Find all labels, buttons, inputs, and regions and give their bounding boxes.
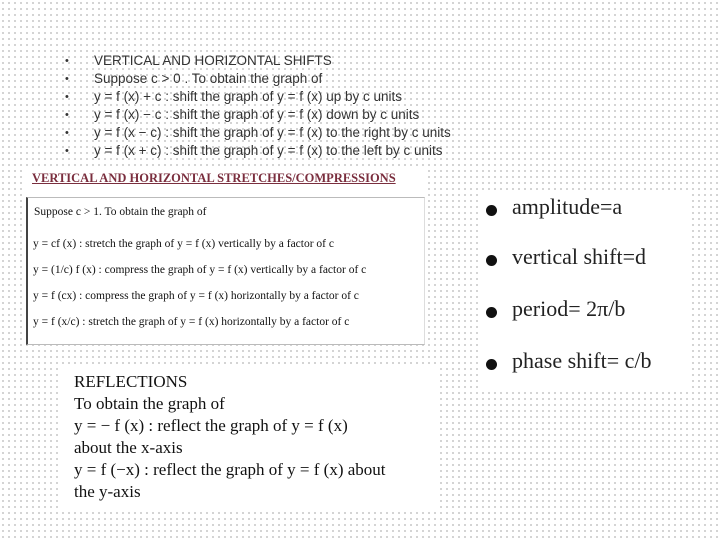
stretch-vertical-rule: y = cf (x) : stretch the graph of y = f (x) vertically by a factor of c: [33, 238, 334, 250]
bullet-dot: [486, 255, 497, 266]
list-item: [48, 124, 498, 142]
stretches-title: VERTICAL AND HORIZONTAL STRETCHES/COMPRESSIONS: [32, 171, 396, 185]
list-item: [48, 142, 498, 160]
reflect-x-rule: y = − f (x) : reflect the graph of y = f (x): [74, 416, 348, 435]
vertical-shift-formula: vertical shift=d: [512, 244, 646, 269]
list-item: [48, 52, 498, 70]
bullet-dot: •: [65, 127, 69, 139]
shift-right-rule: y = f (x − c) : shift the graph of y = f (x) to the right by c units: [94, 125, 451, 140]
bullet-dot: •: [65, 109, 69, 121]
bullet-dot: [486, 307, 497, 318]
sinusoid-parameters-image: [480, 192, 692, 388]
bullet-dot: •: [65, 55, 69, 67]
reflect-y-rule-cont: the y-axis: [74, 482, 141, 501]
shifts-heading: VERTICAL AND HORIZONTAL SHIFTS: [94, 53, 332, 68]
list-item: [48, 106, 498, 124]
bullet-dot: [486, 359, 497, 370]
amplitude-formula: amplitude=a: [512, 194, 623, 219]
stretches-intro: Suppose c > 1. To obtain the graph of: [34, 206, 207, 218]
bullet-dot: [486, 205, 497, 216]
compress-horizontal-rule: y = f (cx) : compress the graph of y = f (x) horizontally by a factor of c: [33, 290, 359, 302]
shift-up-rule: y = f (x) + c : shift the graph of y = f (x) up by c units: [94, 89, 403, 104]
shift-down-rule: y = f (x) − c : shift the graph of y = f (x) down by c units: [94, 107, 420, 122]
list-item: [48, 70, 498, 88]
shift-intro: Suppose c > 0 . To obtain the graph of: [94, 71, 323, 86]
stretch-horizontal-rule: y = f (x/c) : stretch the graph of y = f (x) horizontally by a factor of c: [33, 316, 350, 328]
reflections-block: [60, 368, 440, 508]
reflect-x-rule-cont: about the x-axis: [74, 438, 183, 457]
bullet-dot: •: [65, 91, 69, 103]
reflections-intro: To obtain the graph of: [74, 394, 225, 413]
stretches-box: [26, 197, 425, 345]
shift-left-rule: y = f (x + c) : shift the graph of y = f (x) to the left by c units: [94, 143, 443, 158]
phase-shift-formula: phase shift= c/b: [512, 348, 652, 373]
stretches-image: [26, 167, 424, 345]
reflections-heading: REFLECTIONS: [74, 372, 188, 391]
shifts-bullet-list: [48, 52, 498, 164]
compress-vertical-rule: y = (1/c) f (x) : compress the graph of y = f (x) vertically by a factor of c: [33, 264, 367, 276]
bullet-dot: •: [65, 145, 69, 157]
reflect-y-rule: y = f (−x) : reflect the graph of y = f (x) about: [74, 460, 386, 479]
bullet-dot: •: [65, 73, 69, 85]
list-item: [48, 88, 498, 106]
period-formula: period= 2π/b: [512, 296, 626, 321]
